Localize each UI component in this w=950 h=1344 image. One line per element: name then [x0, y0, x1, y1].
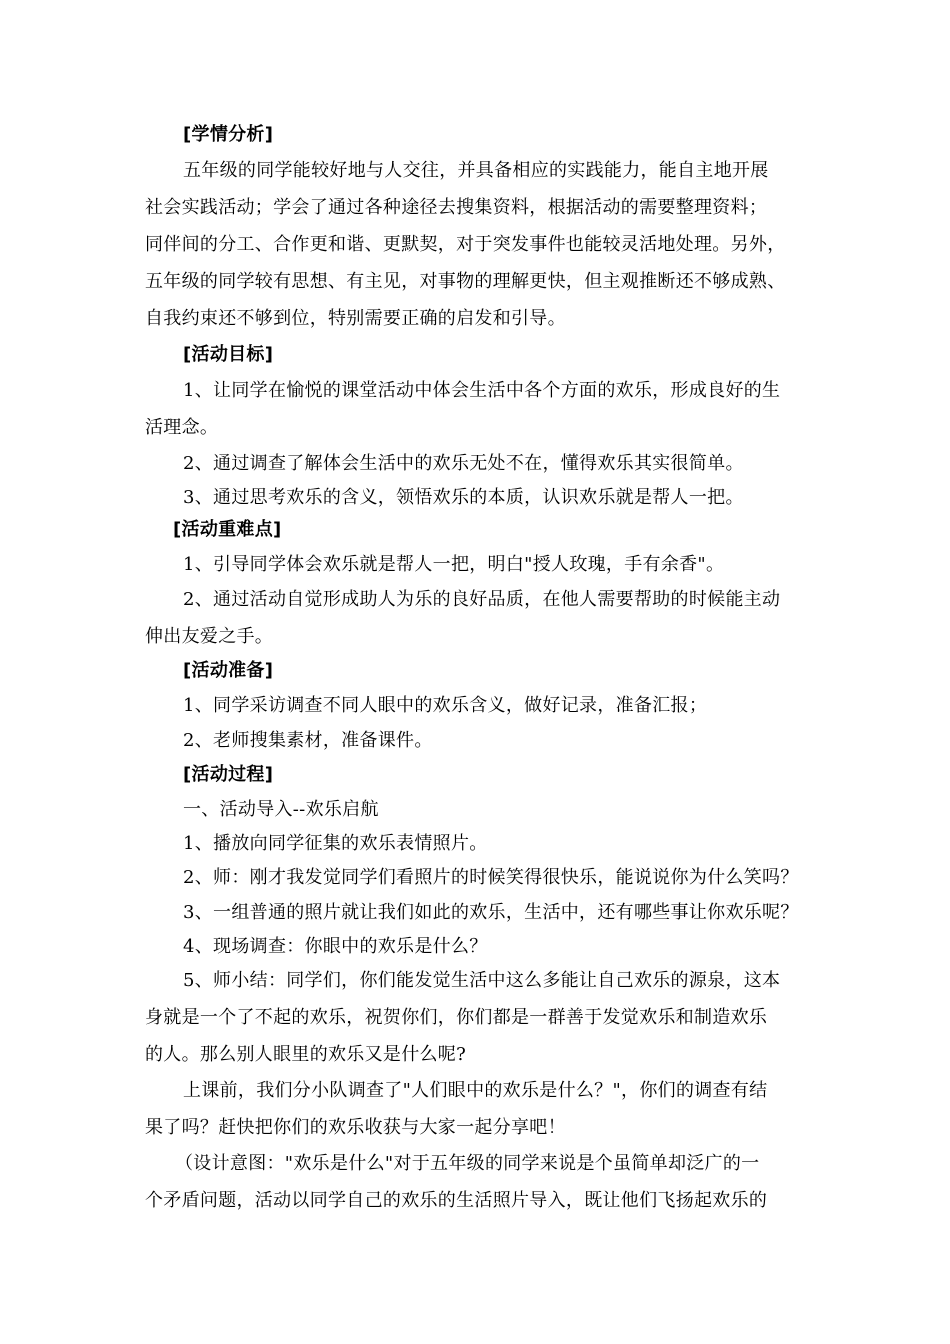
heading-process: [活动过程] — [183, 764, 274, 785]
paragraph-line: 2、师：刚才我发觉同学们看照片的时候笑得很快乐，能说说你为什么笑吗？ — [183, 867, 799, 888]
paragraph-line: 3、通过思考欢乐的含义，领悟欢乐的本质，认识欢乐就是帮人一把。 — [183, 487, 744, 508]
paragraph-line: 自我约束还不够到位，特别需要正确的启发和引导。 — [145, 308, 566, 329]
paragraph-line: 4、现场调查：你眼中的欢乐是什么？ — [183, 936, 488, 957]
paragraph-line: 果了吗？赶快把你们的欢乐收获与大家一起分享吧！ — [145, 1117, 566, 1138]
paragraph-line: 伸出友爱之手。 — [145, 626, 274, 647]
paragraph-line: 的人。那么别人眼里的欢乐又是什么呢? — [145, 1044, 467, 1065]
paragraph-line: 2、通过调查了解体会生活中的欢乐无处不在，懂得欢乐其实很简单。 — [183, 453, 744, 474]
paragraph-line: 五年级的同学能较好地与人交往，并具备相应的实践能力，能自主地开展 — [183, 160, 769, 181]
paragraph-line: 身就是一个了不起的欢乐，祝贺你们，你们都是一群善于发觉欢乐和制造欢乐 — [145, 1007, 768, 1028]
paragraph-line: 个矛盾问题，活动以同学自己的欢乐的生活照片导入，既让他们飞扬起欢乐的 — [145, 1190, 768, 1211]
paragraph-line: 1、播放向同学征集的欢乐表情照片。 — [183, 833, 488, 854]
heading-goals: [活动目标] — [183, 344, 274, 365]
heading-preparation: [活动准备] — [183, 660, 274, 681]
paragraph-line: 活理念。 — [145, 417, 219, 438]
paragraph-line: （设计意图："欢乐是什么"对于五年级的同学来说是个虽简单却泛广的一 — [175, 1153, 760, 1174]
paragraph-line: 2、老师搜集素材，准备课件。 — [183, 730, 433, 751]
paragraph-line: 1、让同学在愉悦的课堂活动中体会生活中各个方面的欢乐，形成良好的生 — [183, 380, 781, 401]
paragraph-line: 2、通过活动自觉形成助人为乐的良好品质，在他人需要帮助的时候能主动 — [183, 589, 781, 610]
paragraph-line: 一、活动导入--欢乐启航 — [183, 799, 379, 820]
paragraph-line: 同伴间的分工、合作更和谐、更默契，对于突发事件也能较灵活地处理。另外， — [145, 234, 786, 255]
paragraph-line: 5、师小结：同学们，你们能发觉生活中这么多能让自己欢乐的源泉，这本 — [183, 970, 781, 991]
paragraph-line: 1、引导同学体会欢乐就是帮人一把，明白"授人玫瑰，手有余香"。 — [183, 554, 725, 575]
paragraph-line: 3、一组普通的照片就让我们如此的欢乐，生活中，还有哪些事让你欢乐呢？ — [183, 902, 799, 923]
paragraph-line: 1、同学采访调查不同人眼中的欢乐含义，做好记录，准备汇报； — [183, 695, 708, 716]
paragraph-line: 五年级的同学较有思想、有主见，对事物的理解更快，但主观推断还不够成熟、 — [145, 271, 786, 292]
heading-analysis: [学情分析] — [183, 124, 274, 145]
paragraph-line: 社会实践活动；学会了通过各种途径去搜集资料，根据活动的需要整理资料； — [145, 197, 768, 218]
paragraph-line: 上课前，我们分小队调查了"人们眼中的欢乐是什么？"，你们的调查有结 — [183, 1080, 768, 1101]
heading-key-points: [活动重难点] — [173, 519, 282, 540]
